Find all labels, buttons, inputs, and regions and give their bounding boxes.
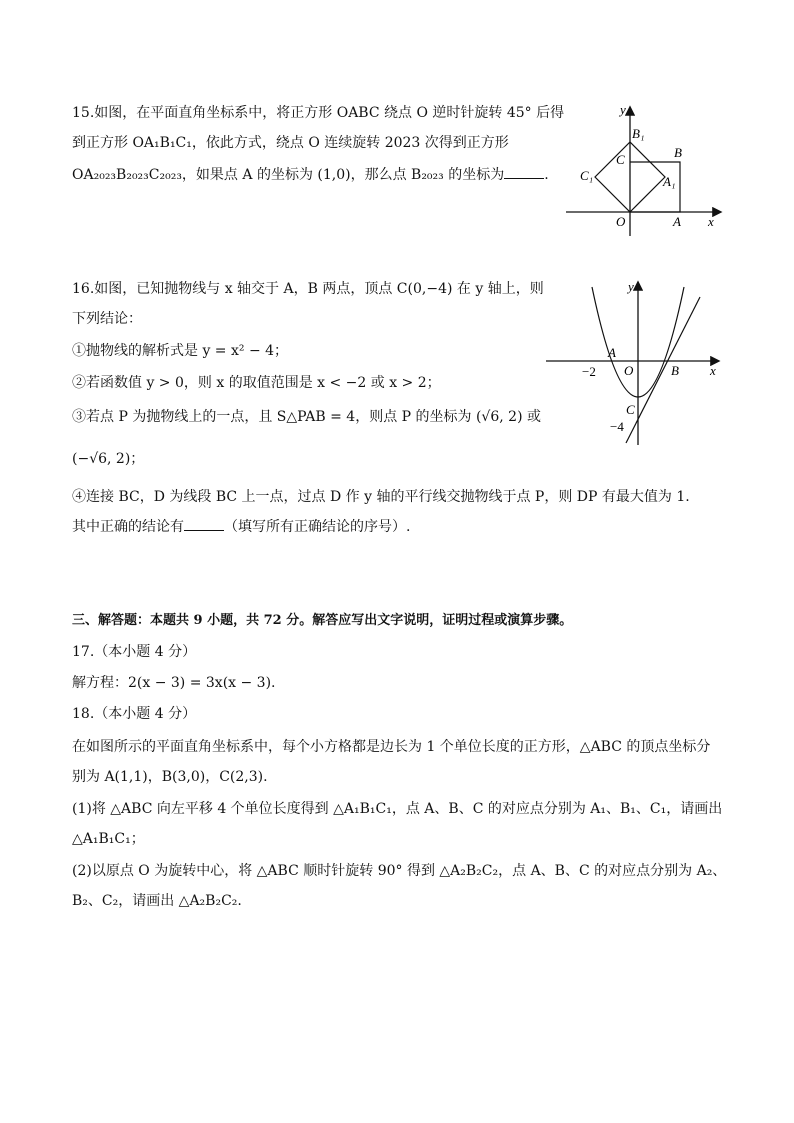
answer-blank-16: [184, 518, 224, 531]
q18-line-2: 别为 A(1,1)，B(3,0)，C(2,3).: [72, 769, 268, 785]
q15-label-y: y: [620, 102, 626, 117]
q16-line-7: ④连接 BC，D 为线段 BC 上一点，过点 D 作 y 轴的平行线交抛物线于点 P，则 DP 有最大值为 1.: [72, 489, 690, 505]
q16-label-y: y: [628, 279, 634, 294]
q15-label-A1: A₁: [663, 174, 676, 189]
q16-line-4: ②若函数值 y > 0，则 x 的取值范围是 x < −2 或 x > 2；: [72, 375, 441, 391]
q15-label-O: O: [616, 214, 626, 229]
q15-label-B1: B₁: [632, 126, 645, 141]
q18-line-5: (2)以原点 O 为旋转中心，将 △ABC 顺时针旋转 90° 得到 △A₂B₂C₂，点 A、B、C 的对应点分别为 A₂、: [72, 863, 727, 879]
q15-label-C: C: [616, 152, 625, 167]
q17-heading: 17.（本小题 4 分）: [72, 644, 197, 660]
q16-line-8-text: 其中正确的结论有: [72, 519, 184, 535]
line-through-B-C: [626, 297, 700, 443]
q18-line-3: (1)将 △ABC 向左平移 4 个单位长度得到 △A₁B₁C₁，点 A、B、C 的对应点分别为 A₁、B₁、C₁，请画出: [72, 801, 723, 817]
q16-line-8-end: （填写所有正确结论的序号）.: [224, 519, 411, 535]
q16-label-O: O: [624, 363, 634, 378]
q16-line-5: ③若点 P 为抛物线上的一点，且 S△PAB = 4，则点 P 的坐标为 (√6, 2) 或: [72, 409, 541, 425]
q15-label-x: x: [708, 214, 714, 229]
q15-figure: [560, 100, 730, 240]
q16-line-8: [72, 518, 410, 536]
q15-label-C1: C₁: [580, 168, 594, 183]
q15-line-1: 15.如图，在平面直角坐标系中，将正方形 OABC 绕点 O 逆时针旋转 45° 后得: [72, 105, 565, 121]
q15-line-3-text: OA₂₀₂₃B₂₀₂₃C₂₀₂₃，如果点 A 的坐标为 (1,0)，那么点 B₂₀₂₃ 的坐标为: [72, 167, 505, 183]
q16-line-6: (−√6, 2)；: [72, 451, 145, 467]
q16-label-minus4: −4: [610, 419, 624, 434]
q15-label-B: B: [674, 145, 682, 160]
q16-label-C: C: [626, 402, 635, 417]
q16-label-A: A: [608, 345, 616, 360]
q16-line-3: ①抛物线的解析式是 y = x² − 4；: [72, 343, 289, 359]
q16-label-x: x: [710, 363, 716, 378]
q18-line-1: 在如图所示的平面直角坐标系中，每个小方格都是边长为 1 个单位长度的正方形，△ABC 的顶点坐标分: [72, 739, 711, 755]
q17-body: 解方程：2(x − 3) = 3x(x − 3).: [72, 675, 276, 691]
q16-figure: [540, 275, 730, 450]
q16-label-B: B: [671, 363, 679, 378]
answer-blank-15: [504, 166, 544, 179]
q15-label-A: A: [673, 214, 681, 229]
q18-heading: 18.（本小题 4 分）: [72, 706, 197, 722]
q15-line-3-end: .: [544, 167, 549, 183]
q18-line-6: B₂、C₂，请画出 △A₂B₂C₂.: [72, 893, 242, 909]
q15-line-3: [72, 166, 549, 184]
q16-line-1: 16.如图，已知抛物线与 x 轴交于 A，B 两点，顶点 C(0,−4) 在 y 轴上，则: [72, 281, 544, 297]
q16-line-2: 下列结论：: [72, 311, 142, 327]
q18-line-4: △A₁B₁C₁；: [72, 831, 145, 847]
q16-label-minus2: −2: [582, 364, 596, 379]
q15-line-2: 到正方形 OA₁B₁C₁，依此方式，绕点 O 连续旋转 2023 次得到正方形: [72, 135, 509, 151]
section-3-heading: 三、解答题：本题共 9 小题，共 72 分。解答应写出文字说明，证明过程或演算步骤。: [72, 613, 573, 628]
